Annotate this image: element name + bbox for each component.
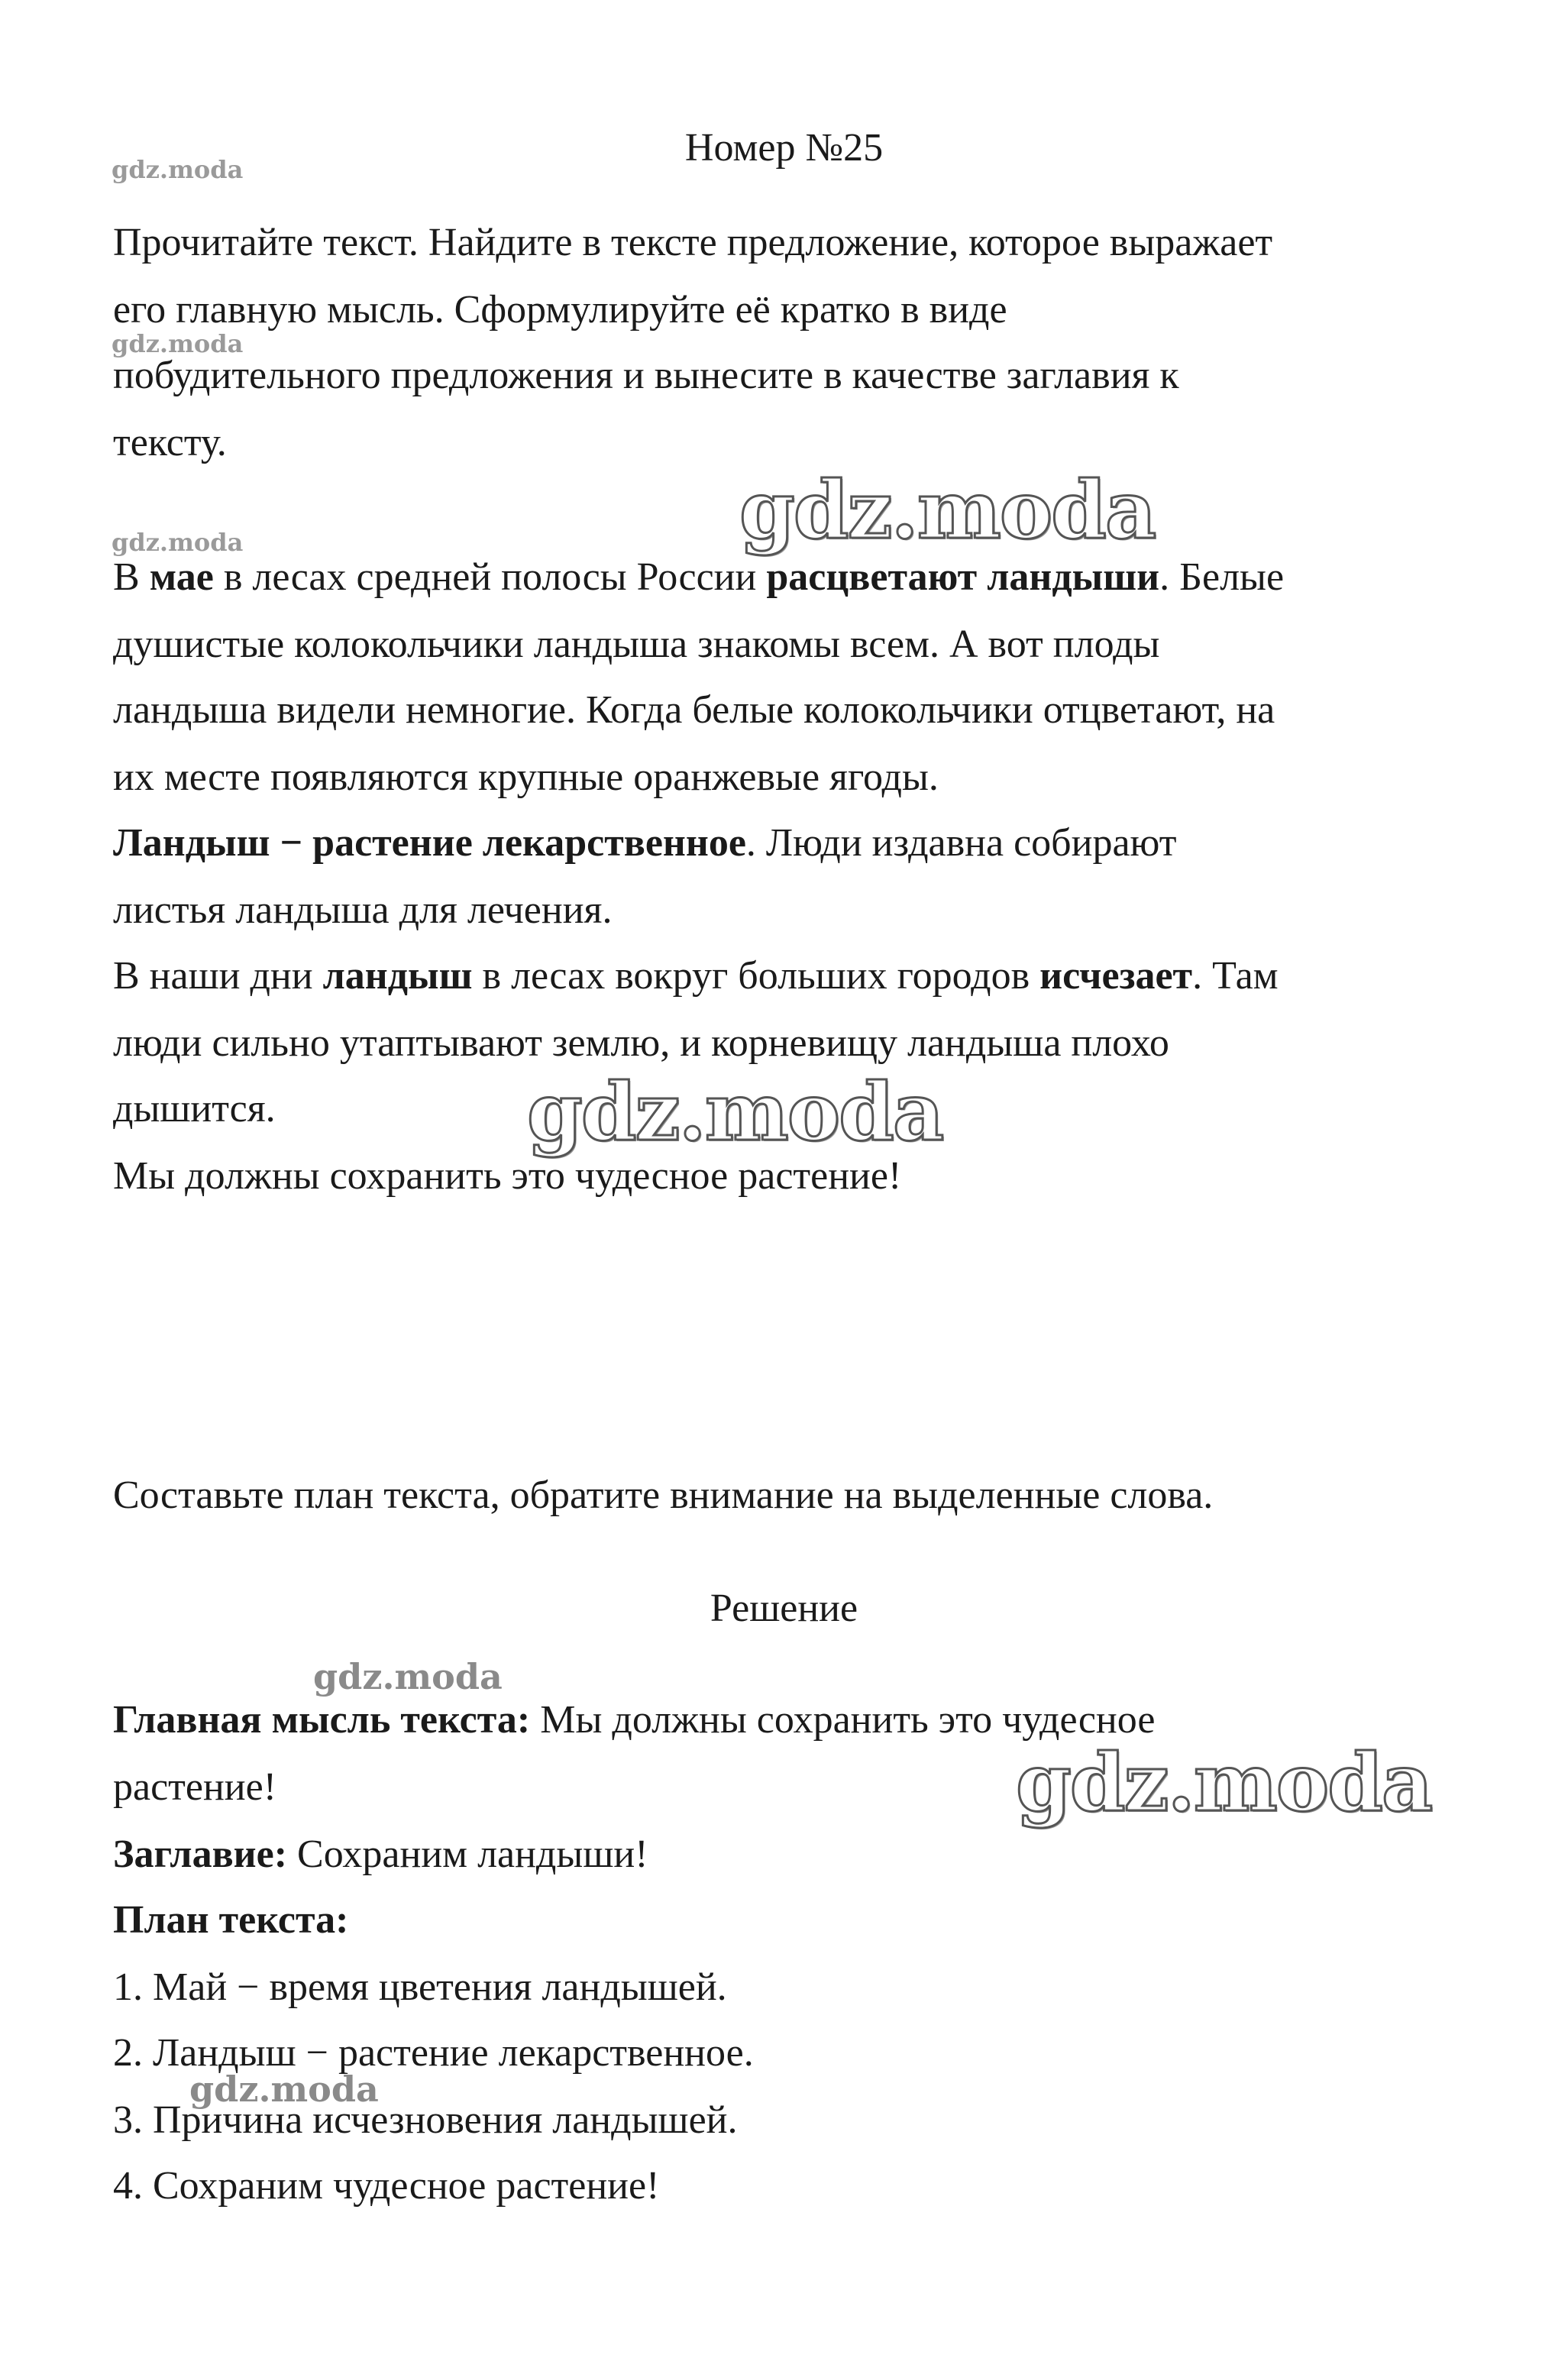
story-line-6: листья ландыша для лечения.: [113, 888, 613, 932]
plan-item-3: 3. Причина исчезновения ландышей.: [113, 2098, 738, 2142]
watermark: gdz.moda: [189, 2069, 379, 2110]
plan-item-4: 4. Сохраним чудесное растение!: [113, 2164, 660, 2208]
task2-line: Составьте план текста, обратите внимание на выделенные слова.: [113, 1473, 1214, 1517]
plan-label: План текста:: [113, 1898, 349, 1942]
story-line-8: люди сильно утаптывают землю, и корневищу ландыша плохо: [113, 1021, 1169, 1065]
task-line-3: побудительного предложения и вынесите в качестве заглавия к: [113, 354, 1179, 397]
watermark: gdz.moda: [112, 329, 244, 358]
watermark: gdz.moda: [112, 155, 244, 184]
plan-item-1: 1. Май − время цветения ландышей.: [113, 1965, 727, 2009]
bold-bloom: расцветают ландыши: [766, 555, 1160, 599]
watermark: gdz.moda: [112, 528, 244, 557]
watermark: gdz.moda: [313, 1656, 503, 1697]
watermark: gdz.moda: [1016, 1736, 1432, 1829]
main-idea-line: Главная мысль текста: Мы должны сохранить это чудесное: [113, 1698, 1156, 1742]
title-label: Заглавие:: [113, 1833, 288, 1876]
watermark: gdz.moda: [739, 463, 1156, 557]
main-idea-line-2: растение!: [113, 1765, 277, 1809]
title-line: Заглавие: Сохраним ландыши!: [113, 1833, 648, 1876]
main-idea-label: Главная мысль текста:: [113, 1698, 531, 1742]
plan-item-2: 2. Ландыш − растение лекарственное.: [113, 2031, 754, 2075]
story-line-4: их месте появляются крупные оранжевые ягоды.: [113, 755, 939, 799]
story-line-5: Ландыш − растение лекарственное. Люди издавна собирают: [113, 821, 1177, 865]
watermark: gdz.moda: [527, 1065, 943, 1159]
bold-lily: ландыш: [322, 954, 473, 998]
task-line-1: Прочитайте текст. Найдите в тексте предложение, которое выражает: [113, 221, 1273, 264]
story-line-9: дышится.: [113, 1087, 276, 1131]
story-line-1: В мае в лесах средней полосы России расцветают ландыши. Белые: [113, 555, 1285, 599]
story-line-7: В наши дни ландыш в лесах вокруг больших городов исчезает. Там: [113, 954, 1279, 998]
story-line-10: Мы должны сохранить это чудесное растение!: [113, 1154, 902, 1198]
bold-disappears: исчезает: [1039, 954, 1193, 998]
task-line-4: тексту.: [113, 421, 227, 464]
task-line-2: его главную мысль. Сформулируйте её кратко в виде: [113, 288, 1007, 332]
bold-may: мае: [149, 555, 214, 599]
story-line-3: ландыша видели немногие. Когда белые колокольчики отцветают, на: [113, 688, 1275, 732]
story-line-2: душистые колокольчики ландыша знакомы всем. А вот плоды: [113, 623, 1160, 666]
page-title: Номер №25: [684, 126, 884, 170]
solution-heading: Решение: [710, 1587, 858, 1630]
bold-medicinal: Ландыш − растение лекарственное: [113, 821, 746, 865]
